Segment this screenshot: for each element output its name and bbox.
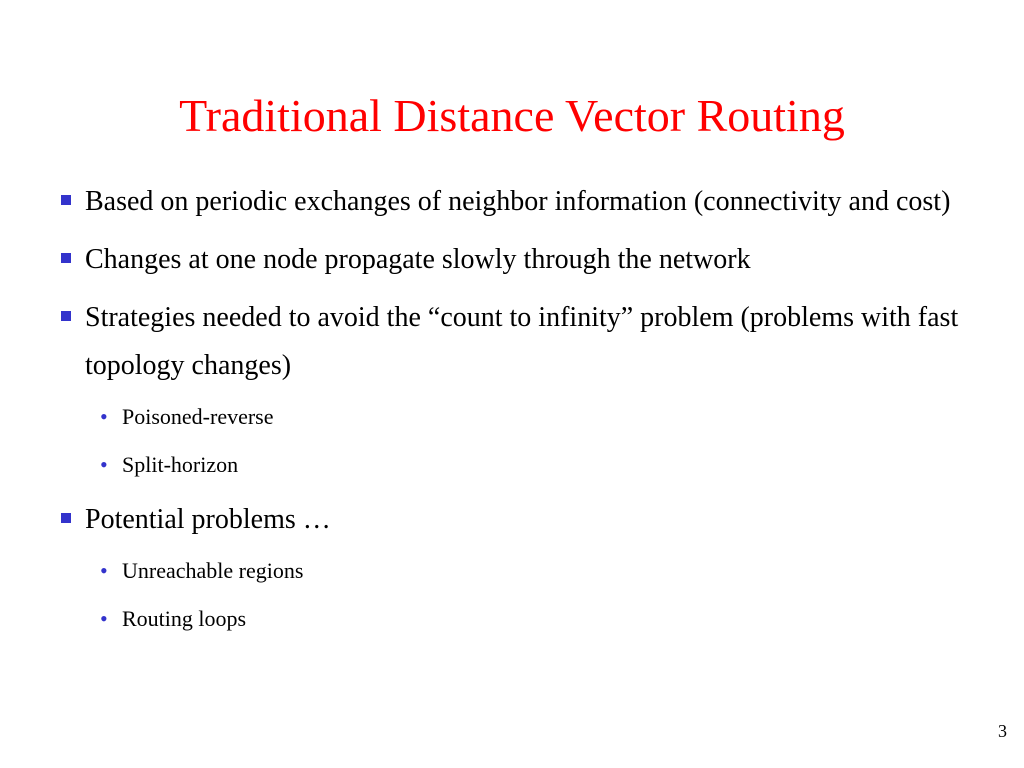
bullet-text: Changes at one node propagate slowly through the network <box>85 244 751 275</box>
sub-bullet-text: Split-horizon <box>122 452 239 477</box>
bullet-text: Strategies needed to avoid the “count to infinity” problem (problems with fast topology changes) <box>85 302 959 381</box>
bullet-list <box>60 178 980 650</box>
bullet-text: Potential problems … <box>85 504 331 535</box>
sub-bullet-text: Routing loops <box>122 606 247 631</box>
slide-title: Traditional Distance Vector Routing <box>179 90 845 141</box>
sub-bullet-text: Unreachable regions <box>122 558 304 583</box>
bullet-item <box>60 236 980 284</box>
sub-bullet-item <box>100 602 980 636</box>
dot-bullet-icon: • <box>100 404 108 429</box>
sub-bullet-item <box>100 400 980 434</box>
sub-bullet-item <box>100 448 980 482</box>
bullet-item <box>60 294 980 390</box>
square-bullet-icon <box>61 513 71 523</box>
square-bullet-icon <box>61 253 71 263</box>
bullet-text: Based on periodic exchanges of neighbor information (connectivity and cost) <box>85 186 951 217</box>
square-bullet-icon <box>61 195 71 205</box>
bullet-item <box>60 178 980 226</box>
square-bullet-icon <box>61 311 71 321</box>
dot-bullet-icon: • <box>100 558 108 583</box>
sub-bullet-item <box>100 554 980 588</box>
sub-bullet-text: Poisoned-reverse <box>122 404 274 429</box>
dot-bullet-icon: • <box>100 606 108 631</box>
dot-bullet-icon: • <box>100 452 108 477</box>
page-number: 3 <box>998 721 1007 741</box>
bullet-item <box>60 496 980 544</box>
